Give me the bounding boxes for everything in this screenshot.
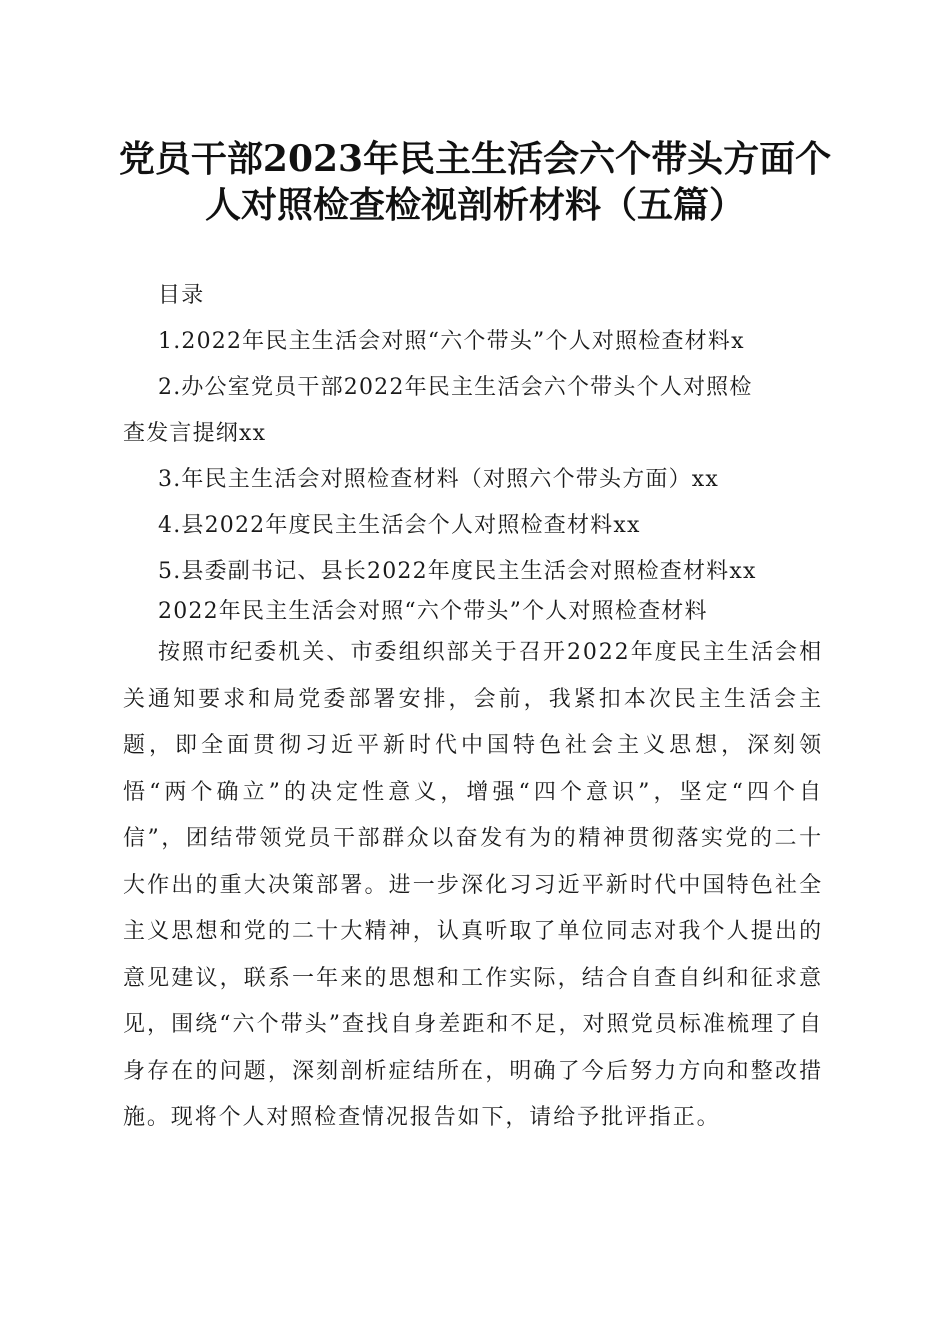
toc-item-5: 5.县委副书记、县长2022年度民主生活会对照检查材料xx xyxy=(158,559,757,584)
document-title xyxy=(105,136,845,228)
section-title: 2022年民主生活会对照“六个带头”个人对照检查材料 xyxy=(158,599,708,624)
toc-heading: 目录 xyxy=(158,283,205,308)
toc-item-3: 3.年民主生活会对照检查材料（对照六个带头方面）xx xyxy=(158,467,720,492)
toc-item-2-line-1: 2.办公室党员干部2022年民主生活会六个带头个人对照检 xyxy=(158,375,753,400)
body-paragraph: 按照市纪委机关、市委组织部关于召开2022年度民主生活会相关通知要求和局党委部署安排，会前，我紧扣本次民主生活会主题，即全面贯彻习近平新时代中国特色社会主义思想，深刻领悟“两个确立”的决定性意义，增强“四个意识”，坚定“四个自信”，团结带领党员干部群众以奋发有为的精神贯彻落实党的二十大作出的重大决策部署。进一步深化习习近平新时代中国特色社全主义思想和党的二十大精神，认真听取了单位同志对我个人提出的意见建议，联系一年来的思想和工作实际，结合自查自纠和征求意见，围绕“六个带头”查找自身差距和不足，对照党员标准梳理了自身存在的问题，深刻剖析症结所在，明确了今后努力方向和整改措施。现将个人对照检查情况报告如下，请给予批评指正。 xyxy=(123,640,823,1130)
title-line-1: 党员干部2023年民主生活会六个带头方面个 xyxy=(118,138,832,180)
title-line-2: 人对照检查检视剖析材料（五篇） xyxy=(204,184,745,226)
toc-item-4: 4.县2022年度民主生活会个人对照检查材料xx xyxy=(158,513,641,538)
toc-item-1: 1.2022年民主生活会对照“六个带头”个人对照检查材料x xyxy=(158,329,745,354)
toc-item-2-line-2: 查发言提纲xx xyxy=(123,421,267,446)
